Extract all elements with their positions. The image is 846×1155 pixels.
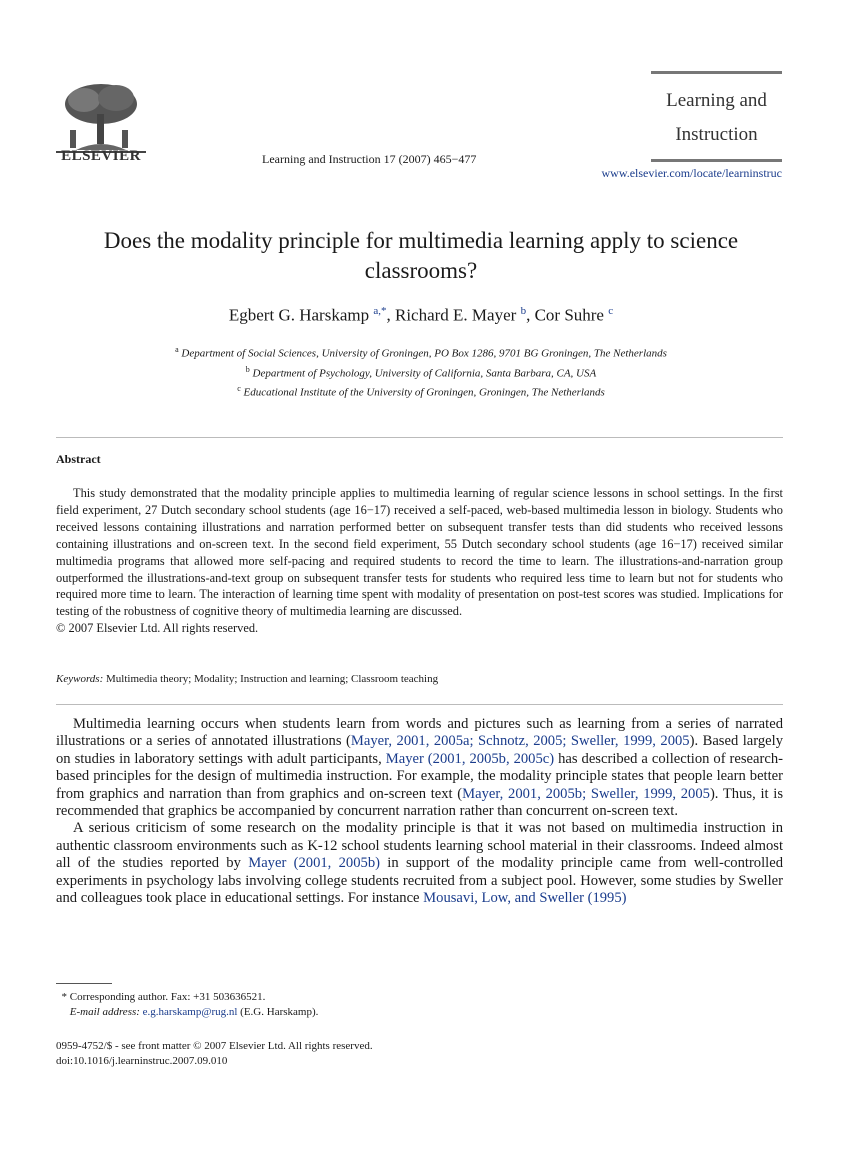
- abstract-text: This study demonstrated that the modality principle applies to multimedia learning of regular science lessons in school settings. In the first field experiment, 27 Dutch secondary school students (age 16−17) received a self-paced, web-based multimedia lesson in biology. Students who received lessons containing illustrations and narration performed better on subsequent transfer tests than did students who received lessons containing illustrations and on-screen text. In the second field experiment, 55 Dutch secondary school students (age 16−17) received similar multimedia programs that allowed more self-pacing and required students to record the time to learn. The illustrations-and-narration group outperformed the illustrations-and-text group on subsequent transfer tests for students who required less time to learn but not for students who required more time to learn. The interaction of learning time spent with modality of presentation on post-test scores was studied. Implications for testing of the robustness of cognitive theory of multimedia learning are discussed.: [56, 486, 783, 619]
- journal-title-rule-top: [651, 71, 782, 74]
- email-line: E-mail address: e.g.harskamp@rug.nl (E.G. Harskamp).: [69, 1006, 319, 1018]
- article-body: [56, 716, 783, 907]
- journal-title-rule-bottom: [651, 159, 782, 162]
- corresponding-author: * Corresponding author. Fax: +31 503636521.: [61, 991, 266, 1003]
- citation-link[interactable]: Mayer, 2001, 2005a; Schnotz, 2005; Sweller, 1999, 2005: [350, 733, 690, 750]
- journal-title: [651, 84, 782, 152]
- affiliation-item: $^a$ Department of Social Sciences, University of Groningen, PO Box 1286, 9701 BG Groningen, The Netherlands: [175, 345, 667, 360]
- body-paragraph: A serious criticism of some research on the modality principle is that it was not based on multimedia instruction in authentic classroom environments such as K-12 school students learning school material in their classrooms. Indeed almost all of the studies reported by Mayer (2001, 2005b) in support of the modality principle came from well-controlled experiments in psychology labs involving college students recruited from a subject pool. However, some studies by Sweller and colleagues took place in educational settings. For instance Mousavi, Low, and Sweller (1995): [56, 820, 783, 907]
- affiliation-item: $^b$ Department of Psychology, University of California, Santa Barbara, CA, USA: [245, 364, 597, 380]
- front-matter: [56, 1039, 373, 1069]
- body-paragraph: Multimedia learning occurs when students learn from words and pictures such as learning from a series of narrated illustrations or a series of annotated illustrations (Mayer, 2001, 2005a; Schnotz, 2005; Sweller, 1999, 2005). Based largely on studies in laboratory settings with adult participants, Mayer (2001, 2005b, 2005c) has described a collection of research-based principles for the design of multimedia instruction. For example, the modality principle states that people learn better from graphics and narration than from graphics and on-screen text (Mayer, 2001, 2005b; Sweller, 1999, 2005). Thus, it is recommended that graphics be accompanied by concurrent narration rather than concurrent on-screen text.: [56, 716, 784, 820]
- journal-title-line-1: Learning and: [666, 90, 767, 111]
- issn-line: 0959-4752/$ - see front matter © 2007 Elsevier Ltd. All rights reserved.: [56, 1040, 373, 1052]
- citation-link[interactable]: Mayer (2001, 2005b): [248, 855, 380, 872]
- citation-link[interactable]: Mayer (2001, 2005b, 2005c): [385, 750, 555, 767]
- footnote-rule: [56, 983, 112, 984]
- abstract-body: [56, 485, 783, 637]
- footnote: [56, 990, 318, 1020]
- author-name: Richard E. Mayer: [394, 305, 517, 325]
- author-name: Egbert G. Harskamp: [228, 305, 370, 325]
- affiliation-item: $^c$ Educational Institute of the University of Groningen, Groningen, The Netherlands: [237, 384, 605, 399]
- citation-link[interactable]: Mousavi, Low, and Sweller (1995): [423, 890, 627, 907]
- doi-line: doi:10.1016/j.learninstruc.2007.09.010: [56, 1055, 228, 1067]
- copyright-notice: © 2007 Elsevier Ltd. All rights reserved.: [56, 621, 259, 636]
- journal-url-link[interactable]: www.elsevier.com/locate/learninstruc: [601, 166, 782, 180]
- author-affiliation-link[interactable]: c: [608, 305, 614, 317]
- author-affiliation-link[interactable]: b: [520, 305, 527, 317]
- abstract-heading: Abstract: [56, 452, 101, 466]
- publisher-name: ELSEVIER: [61, 148, 141, 164]
- divider: [56, 704, 783, 705]
- article-title: Does the modality principle for multimedia learning apply to science classrooms?: [103, 228, 739, 283]
- citation-link[interactable]: Mayer, 2001, 2005b; Sweller, 1999, 2005: [462, 785, 710, 802]
- journal-citation: Learning and Instruction 17 (2007) 465−477: [262, 152, 477, 166]
- keywords: [56, 673, 438, 685]
- author-name: Cor Suhre: [534, 305, 604, 325]
- affiliations: [56, 342, 786, 401]
- email-link[interactable]: e.g.harskamp@rug.nl: [142, 1006, 238, 1018]
- keywords-list: Multimedia theory; Modality; Instruction and learning; Classroom teaching: [106, 673, 439, 685]
- author-affiliation-link[interactable]: a,*: [373, 305, 387, 317]
- journal-title-line-2: Instruction: [675, 124, 758, 145]
- divider: [56, 437, 783, 438]
- keywords-label: Keywords:: [56, 673, 104, 685]
- author-list: Egbert G. Harskamp $^{a,*}$, Richard E. Mayer $^b$, Cor Suhre $^c$: [228, 305, 614, 325]
